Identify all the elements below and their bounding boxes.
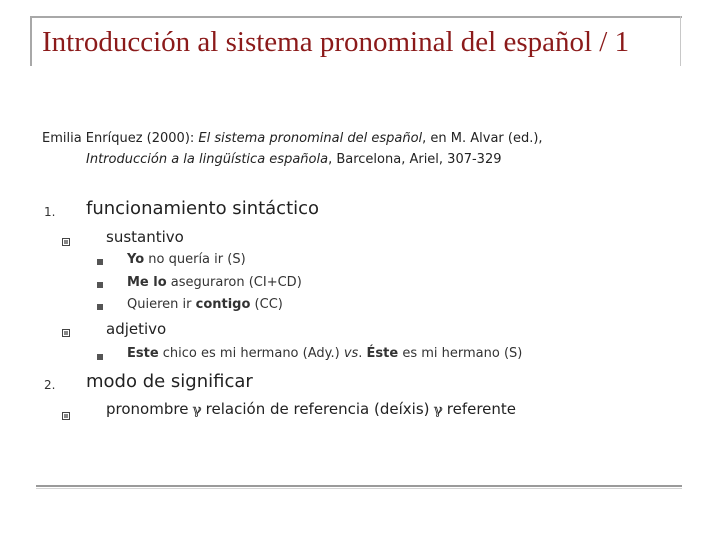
example-pronoun: Este xyxy=(127,346,159,361)
slide-title: Introducción al sistema pronominal del español / 1 xyxy=(42,26,630,58)
bibliographic-reference xyxy=(42,128,682,170)
reference-line-1 xyxy=(42,128,682,149)
hollow-square-icon xyxy=(62,412,70,420)
footer-divider-shadow xyxy=(36,488,682,489)
example-pronoun: contigo xyxy=(195,297,251,312)
list-item xyxy=(127,252,246,267)
list-item xyxy=(127,275,302,290)
example-pronoun: Éste xyxy=(366,346,399,361)
filled-square-icon xyxy=(97,304,103,310)
reference-publisher: , Barcelona, Ariel, 307-329 xyxy=(328,152,502,167)
example-text: . xyxy=(358,346,367,361)
term-reference-relation: relación de referencia (deíxis) xyxy=(205,400,430,418)
hollow-square-icon xyxy=(62,238,70,246)
section-number: 1. xyxy=(44,205,56,219)
subsection-heading: adjetivo xyxy=(106,320,167,338)
list-item xyxy=(127,297,283,312)
filled-square-icon xyxy=(97,354,103,360)
footer-divider xyxy=(36,485,682,487)
reference-author: Emilia Enríquez (2000): xyxy=(42,131,199,146)
section-heading: modo de significar xyxy=(86,371,253,392)
term-referent: referente xyxy=(446,400,517,418)
example-text: vs xyxy=(343,346,359,361)
example-text: (CC) xyxy=(250,297,283,312)
reference-editor: , en M. Alvar (ed.), xyxy=(422,131,543,146)
filled-square-icon xyxy=(97,282,103,288)
example-text: aseguraron (CI+CD) xyxy=(166,275,302,290)
subsection-heading: sustantivo xyxy=(106,228,184,246)
title-frame-left xyxy=(30,16,32,66)
reference-volume-title: Introducción a la lingüística española xyxy=(86,152,329,167)
arrow-glyph-icon: ℽ xyxy=(192,402,202,418)
subsection-line xyxy=(106,400,516,418)
example-text: Quieren ir xyxy=(127,297,196,312)
example-text: no quería ir (S) xyxy=(144,252,246,267)
list-item xyxy=(127,346,522,361)
reference-line-2 xyxy=(42,149,682,170)
section-heading: funcionamiento sintáctico xyxy=(86,198,320,219)
example-pronoun: Yo xyxy=(127,252,145,267)
filled-square-icon xyxy=(97,259,103,265)
arrow-glyph-icon: ℽ xyxy=(433,402,443,418)
example-pronoun: Me lo xyxy=(127,275,167,290)
title-frame-right xyxy=(680,16,681,66)
example-text: chico es mi hermano (Ady.) xyxy=(158,346,344,361)
term-pronoun: pronombre xyxy=(106,400,189,418)
title-frame-top xyxy=(30,16,682,18)
example-text: es mi hermano (S) xyxy=(398,346,523,361)
reference-book-title: El sistema pronominal del español xyxy=(198,131,423,146)
hollow-square-icon xyxy=(62,329,70,337)
section-number: 2. xyxy=(44,378,56,392)
